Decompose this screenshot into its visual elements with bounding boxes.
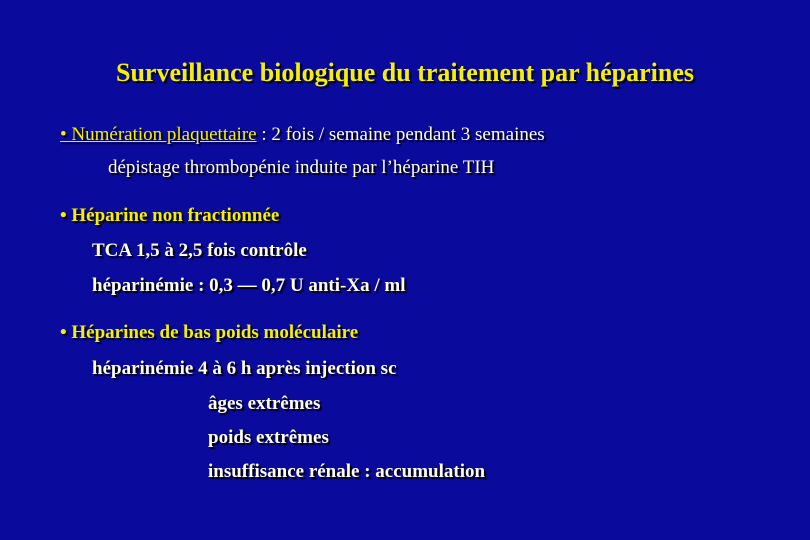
section-1-heading-line	[60, 124, 545, 146]
section-3-line-3: poids extrêmes	[208, 427, 329, 448]
section-1-heading-suffix: : 2 fois / semaine pendant 3 semaines	[256, 124, 545, 145]
section-3-line-2: âges extrêmes	[208, 393, 321, 414]
section-2-line-1: TCA 1,5 à 2,5 fois contrôle	[92, 240, 307, 261]
section-2-heading: • Héparine non fractionnée	[60, 205, 280, 226]
section-2-line-2: héparinémie : 0,3 — 0,7 U anti-Xa / ml	[92, 275, 406, 296]
section-3-heading: • Héparines de bas poids moléculaire	[60, 322, 359, 343]
section-1-line-1: dépistage thrombopénie induite par l’héparine TIH	[108, 157, 495, 178]
slide-title: Surveillance biologique du traitement par héparines	[115, 58, 695, 87]
section-3-line-1: héparinémie 4 à 6 h après injection sc	[92, 358, 397, 379]
section-1-heading: • Numération plaquettaire	[60, 124, 257, 145]
section-3-line-4: insuffisance rénale : accumulation	[208, 461, 486, 482]
